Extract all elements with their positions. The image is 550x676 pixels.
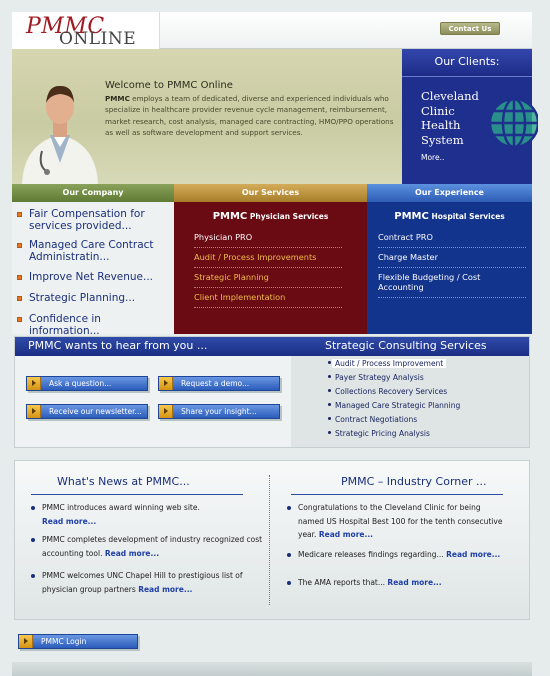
news-divider xyxy=(269,475,270,605)
news-read-more-link[interactable]: Read more... xyxy=(138,584,193,594)
doctor-photo xyxy=(20,73,100,184)
pmmc-online-logo[interactable] xyxy=(12,12,160,49)
bullet-icon xyxy=(287,553,291,557)
industry-item: The AMA reports that... Read more... xyxy=(298,576,523,590)
orange-bullet-icon xyxy=(17,243,22,248)
strategic-item-payer[interactable]: Payer Strategy Analysis xyxy=(335,373,424,382)
bullet-icon xyxy=(287,506,291,510)
industry-read-more-link[interactable]: Read more... xyxy=(318,530,374,539)
industry-title-underline xyxy=(291,494,503,495)
strategic-item-collections[interactable]: Collections Recovery Services xyxy=(335,387,447,396)
pmmc-login-button[interactable]: PMMC Login xyxy=(18,634,138,649)
news-read-more-link[interactable]: Read more... xyxy=(104,548,160,558)
news-title: What's News at PMMC... xyxy=(57,475,190,488)
site-header xyxy=(12,12,532,49)
industry-read-more-link[interactable]: Read more... xyxy=(387,578,442,587)
our-experience-column xyxy=(367,202,532,334)
welcome-banner xyxy=(12,49,402,184)
globe-icon xyxy=(486,83,538,163)
arrow-icon xyxy=(19,635,33,648)
service-audit-process[interactable]: Audit / Process Improvements xyxy=(194,252,342,268)
industry-item: Congratulations to the Cleveland Clinic for being named US Hospital Best 100 for the tenth consecutive year. Read more... xyxy=(298,501,508,542)
bullet-icon xyxy=(287,581,291,585)
our-clients-panel xyxy=(402,49,532,184)
our-company-column xyxy=(12,202,174,337)
logo-online-text: ONLINE xyxy=(59,29,137,49)
hear-title-bar xyxy=(15,337,529,356)
physician-services-subheading: PMMC Physician Services xyxy=(212,211,329,222)
welcome-body-text: employs a team of dedicated, diverse and experienced individuals who specialize in healthcare provider revenue cycle management, reimbursement, market research, cost analysis, managed care contracting, HMO/PPO operations as well as software development and support services. xyxy=(105,94,394,137)
news-panel xyxy=(14,460,530,620)
bullet-icon xyxy=(31,506,35,510)
clients-title-bar xyxy=(402,49,532,77)
experience-flexible-budgeting[interactable]: Flexible Budgeting / Cost Accounting xyxy=(378,272,526,298)
our-experience-heading[interactable]: Our Experience xyxy=(367,184,532,202)
orange-bullet-icon xyxy=(17,317,22,322)
hospital-services-subheading: PMMC Hospital Services xyxy=(394,211,505,222)
arrow-icon xyxy=(27,377,41,390)
hear-from-you-panel xyxy=(14,336,530,448)
arrow-icon xyxy=(27,405,41,418)
welcome-company-name: PMMC xyxy=(105,94,130,103)
hear-title: PMMC wants to hear from you ... xyxy=(28,339,208,352)
bullet-icon xyxy=(31,538,35,542)
arrow-icon xyxy=(159,377,173,390)
bullet-icon xyxy=(328,417,331,420)
orange-bullet-icon xyxy=(17,275,22,280)
news-title-underline xyxy=(31,494,243,495)
strategic-services-list xyxy=(291,356,529,447)
bullet-icon xyxy=(328,403,331,406)
orange-bullet-icon xyxy=(17,296,22,301)
news-item: PMMC completes development of industry recognized cost accounting tool. Read more... xyxy=(42,533,266,560)
bullet-icon xyxy=(328,389,331,392)
experience-contract-pro[interactable]: Contract PRO xyxy=(378,232,526,248)
news-item: PMMC introduces award winning web site. Read more... xyxy=(42,501,262,528)
company-item-confidence[interactable]: Confidence in information... xyxy=(17,314,172,337)
strategic-item-audit[interactable]: Audit / Process Improvement xyxy=(332,359,446,368)
clients-more-link[interactable]: More.. xyxy=(421,153,445,162)
strategic-item-pricing[interactable]: Strategic Pricing Analysis xyxy=(335,429,430,438)
receive-newsletter-button[interactable]: Receive our newsletter... xyxy=(26,404,148,419)
hear-buttons-area xyxy=(15,356,291,447)
company-item-net-revenue[interactable]: Improve Net Revenue... xyxy=(17,272,172,284)
news-read-more-link[interactable]: Read more... xyxy=(42,516,97,526)
industry-read-more-link[interactable]: Read more... xyxy=(446,550,501,559)
footer-bar xyxy=(12,662,532,676)
strategic-item-contract[interactable]: Contract Negotiations xyxy=(335,415,417,424)
our-services-heading[interactable]: Our Services xyxy=(174,184,367,202)
industry-item: Medicare releases findings regarding... Read more... xyxy=(298,548,523,562)
service-client-implementation[interactable]: Client Implementation xyxy=(194,292,342,308)
bullet-icon xyxy=(31,574,35,578)
request-demo-button[interactable]: Request a demo... xyxy=(158,376,280,391)
bullet-icon xyxy=(328,431,331,434)
ask-question-button[interactable]: Ask a question... xyxy=(26,376,148,391)
our-services-column xyxy=(174,202,367,334)
arrow-icon xyxy=(159,405,173,418)
welcome-title: Welcome to PMMC Online xyxy=(105,80,233,91)
experience-charge-master[interactable]: Charge Master xyxy=(378,252,526,268)
news-item: PMMC welcomes UNC Chapel Hill to prestigious list of physician group partners Read more... xyxy=(42,569,266,596)
orange-bullet-icon xyxy=(17,212,22,217)
company-item-fair-compensation[interactable]: Fair Compensation for services provided... xyxy=(17,209,172,232)
logo-pmmc-text: PMMC xyxy=(26,14,105,39)
industry-corner-title: PMMC – Industry Corner ... xyxy=(341,475,487,488)
clients-title: Our Clients: xyxy=(434,55,500,68)
welcome-paragraph xyxy=(105,93,398,138)
strategic-title: Strategic Consulting Services xyxy=(325,339,487,352)
client-name[interactable]: Cleveland Clinic Health System xyxy=(421,89,479,147)
service-physician-pro[interactable]: Physician PRO xyxy=(194,232,342,248)
company-item-managed-care[interactable]: Managed Care Contract Administratin... xyxy=(17,240,172,263)
bullet-icon xyxy=(328,361,331,364)
bullet-icon xyxy=(328,375,331,378)
our-company-heading[interactable]: Our Company xyxy=(12,184,174,202)
strategic-item-managed-care[interactable]: Managed Care Strategic Planning xyxy=(335,401,460,410)
company-item-strategic-planning[interactable]: Strategic Planning... xyxy=(17,293,172,305)
service-strategic-planning[interactable]: Strategic Planning xyxy=(194,272,342,288)
contact-us-button[interactable]: Contact Us xyxy=(440,22,500,35)
share-insight-button[interactable]: Share your insight... xyxy=(158,404,280,419)
